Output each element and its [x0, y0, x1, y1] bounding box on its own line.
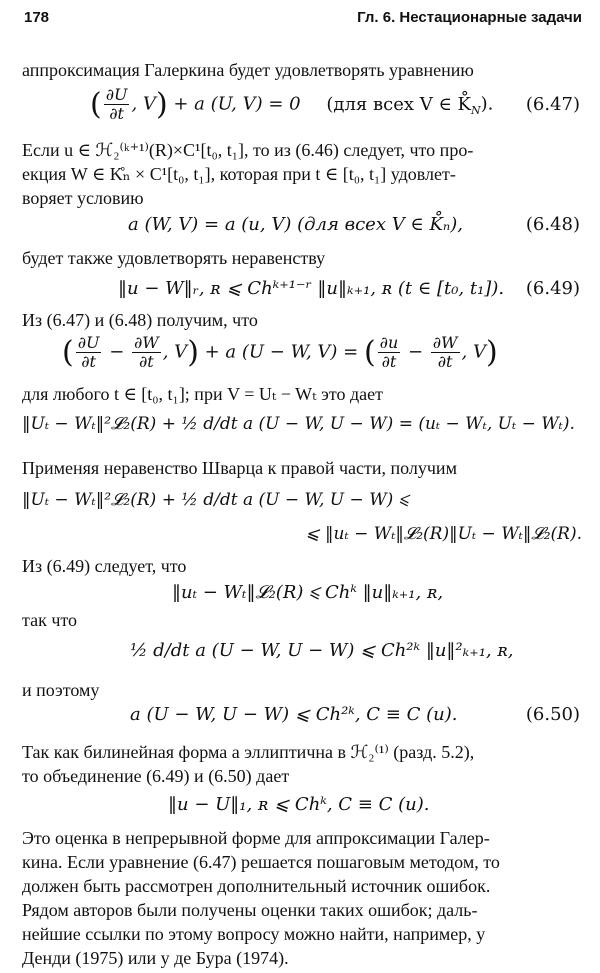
display-equation: ‖Uₜ − Wₜ‖²𝓛₂(R) + ½ d/dt a (U − W, U − W) = (uₜ − Wₜ, Uₜ − Wₜ).: [22, 414, 575, 434]
fraction-numerator: ∂W: [432, 333, 458, 352]
equation-part: ).: [480, 93, 494, 115]
text-line: Из (6.47) и (6.48) получим, что: [22, 310, 258, 330]
equation-6-49: ‖u − W‖ᵣ, ʀ ⩽ Chᵏ⁺¹⁻ʳ ‖u‖ₖ₊₁, ʀ (t ∈ [t₀, t₁]).: [118, 278, 505, 299]
equation-6-50: a (U − W, U − W) ⩽ Ch²ᵏ, C ≡ C (u).: [130, 704, 458, 725]
text-line: воряет условию: [22, 188, 144, 208]
text-line: нейшие ссылки по этому вопросу можно найти, например, у: [22, 924, 486, 944]
text-line: Это оценка в непрерывной форме для аппроксимации Галер-: [22, 828, 490, 848]
display-equation: ‖uₜ − Wₜ‖𝓛₂(R) ⩽ Chᵏ ‖u‖ₖ₊₁, ʀ,: [172, 582, 444, 603]
equation-number: (6.48): [525, 214, 580, 235]
text-line: для любого t ∈ [t₀, t₁]; при V = Uₜ − Wₜ это дает: [22, 384, 383, 404]
text-line: Применяя неравенство Шварца к правой части, получим: [22, 458, 457, 478]
equation-subscript: N: [470, 104, 481, 118]
fraction-denominator: ∂t: [437, 352, 453, 371]
fraction-denominator: ∂t: [139, 352, 154, 371]
equation-part: , V: [162, 341, 188, 363]
equation-part: + a (U − W, V) =: [198, 341, 364, 363]
text-line: Если u ∈ ℋ₂⁽ᵏ⁺¹⁾(R)×C¹[t₀, t₁], то из (6.46) следует, что про-: [22, 140, 474, 160]
display-equation: ‖u − U‖₁, ʀ ⩽ Chᵏ, C ≡ C (u).: [168, 794, 430, 815]
fraction-numerator: ∂W: [134, 333, 159, 352]
fraction-denominator: ∂t: [81, 352, 96, 371]
fraction-denominator: ∂t: [381, 352, 397, 371]
equation-condition: (для всех V ∈ K̊: [326, 93, 471, 115]
text-line: кина. Если уравнение (6.47) решается пошаговым методом, то: [22, 852, 500, 872]
text-line: екция W ∈ K̊ₙ × C¹[t₀, t₁], которая при t ∈ [t₀, t₁] удовлет-: [22, 164, 456, 184]
equation-number: (6.50): [525, 704, 580, 725]
equation-6-48: a (W, V) = a (u, V) (для всех V ∈ K̊ₙ),: [128, 214, 463, 235]
text-line: Из (6.49) следует, что: [22, 556, 187, 576]
text-line: Рядом авторов были получены оценки таких ошибок; даль-: [22, 900, 478, 920]
running-title: Гл. 6. Нестационарные задачи: [357, 9, 582, 26]
text-line: аппроксимация Галеркина будет удовлетворять уравнению: [22, 60, 474, 80]
text-line: должен быть рассмотрен дополнительный источник ошибок.: [22, 876, 491, 896]
text-line: то объединение (6.49) и (6.50) дает: [22, 766, 290, 786]
fraction-denominator: ∂t: [109, 104, 124, 123]
equation-part: , V: [461, 341, 486, 363]
equation-number: (6.49): [525, 278, 580, 299]
fraction-numerator: ∂U: [77, 333, 100, 352]
equation-part: + a (U, V) = 0: [167, 93, 301, 115]
equation-6-47: ( $\frac{\partial U}{\partial t}$ , V) + a (U, V) = 0 (для всех V ∈ $K̊_N$).: [90, 85, 494, 123]
text-line: будет также удовлетворять неравенству: [22, 248, 326, 268]
page-number: 178: [24, 9, 50, 26]
display-equation: ⩽ ‖uₜ − Wₜ‖𝓛₂(R)‖Uₜ − Wₜ‖𝓛₂(R).: [305, 524, 582, 544]
equation-part: , V: [131, 93, 156, 115]
display-equation: ( $\frac{\partial U}{\partial t}$ − $\frac{\partial W}{\partial t}$ , V) + a (U − W, V) = ( $\frac{\partial u}{\partial t}$ − $\frac{\partial W}{\partial t}$ , V): [62, 333, 498, 371]
text-line: Денди (1975) или у де Бура (1974).: [22, 948, 289, 968]
display-equation: ‖Uₜ − Wₜ‖²𝓛₂(R) + ½ d/dt a (U − W, U − W) ⩽: [22, 490, 409, 510]
fraction-numerator: ∂u: [379, 333, 399, 352]
fraction-numerator: ∂U: [105, 85, 128, 104]
equation-number: (6.47): [525, 94, 580, 115]
display-equation: ½ d/dt a (U − W, U − W) ⩽ Ch²ᵏ ‖u‖²ₖ₊₁, ʀ,: [130, 640, 514, 661]
text-line: Так как билинейная форма a эллиптична в ℋ₂⁽¹⁾ (разд. 5.2),: [22, 742, 475, 762]
text-line: и поэтому: [22, 680, 100, 700]
text-line: так что: [22, 610, 78, 630]
